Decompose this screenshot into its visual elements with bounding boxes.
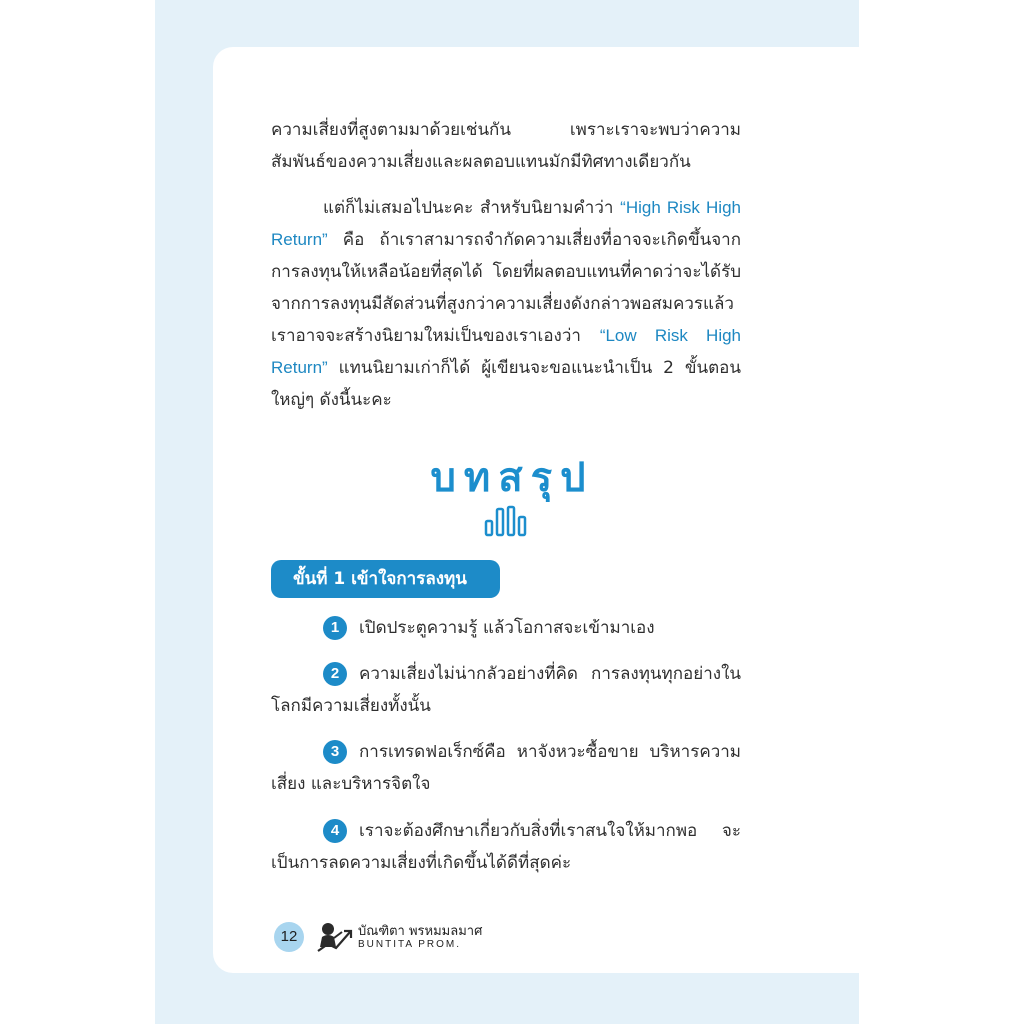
- list-item: [271, 658, 741, 722]
- list-item: [271, 736, 741, 800]
- list-item: [271, 612, 741, 644]
- item-number-badge: 2: [323, 662, 347, 686]
- section-title: บทสรุป: [430, 455, 594, 501]
- paragraph-2-text: [271, 192, 741, 416]
- paragraph-2: [271, 192, 741, 416]
- paragraph-1-text: ความเสี่ยงที่สูงตามมาด้วยเช่นกัน เพราะเราจะพบว่าความสัมพันธ์ของความเสี่ยงและผลตอบแทนมักมีทิศทางเดียวกัน: [271, 120, 741, 172]
- list-item-text: เปิดประตูความรู้ แล้วโอกาสจะเข้ามาเอง: [359, 618, 655, 638]
- step-1-label: ขั้นที่ 1 เข้าใจการลงทุน: [271, 560, 500, 598]
- author-name-thai: บัณฑิตา พรหมมลมาศ: [358, 924, 483, 939]
- highlight-low-risk-high-return: “Low Risk High Return”: [271, 326, 742, 377]
- paragraph-1: [271, 114, 741, 178]
- author-name-english: BUNTITA PROM.: [358, 939, 462, 950]
- item-number-badge: 1: [323, 616, 347, 640]
- item-number-badge: 3: [323, 740, 347, 764]
- list-item-text: เราจะต้องศึกษาเกี่ยวกับสิ่งที่เราสนใจให้มากพอ จะเป็นการลดความเสี่ยงที่เกิดขึ้นได้ดีที่สุดค่ะ: [271, 821, 741, 873]
- list-item: [271, 815, 741, 879]
- list-item-text: ความเสี่ยงไม่น่ากลัวอย่างที่คิด การลงทุนทุกอย่างในโลกมีความเสี่ยงทั้งนั้น: [271, 664, 741, 716]
- paragraph-2-part-a: แต่ก็ไม่เสมอไปนะคะ สำหรับนิยามคำว่า: [323, 198, 621, 218]
- author-mascot-icon: [314, 920, 354, 954]
- highlight-high-risk-high-return: “High Risk High Return”: [271, 198, 741, 249]
- list-item-text: การเทรดฟอเร็กซ์คือ หาจังหวะซื้อขาย บริหารความเสี่ยง และบริหารจิตใจ: [271, 742, 741, 794]
- item-number-badge: 4: [323, 819, 347, 843]
- paragraph-2-part-b: คือ ถ้าเราสามารถจำกัดความเสี่ยงที่อาจจะเกิดขึ้นจากการลงทุนให้เหลือน้อยที่สุดได้ โดยที่ผลตอบแทนที่คาดว่าจะได้รับจากการลงทุนมีสัดส่วนที่สูงกว่าความเสี่ยงดังกล่าวพอสมควรแล้ว เราอาจจะสร้างนิยามใหม่เป็นของเราเองว่า: [271, 230, 741, 346]
- page-number: 12: [274, 922, 304, 952]
- paragraph-2-part-c: แทนนิยามเก่าก็ได้ ผู้เขียนจะขอแนะนำเป็น 2 ขั้นตอนใหญ่ๆ ดังนี้นะคะ: [271, 358, 741, 410]
- bar-chart-icon: [484, 505, 530, 537]
